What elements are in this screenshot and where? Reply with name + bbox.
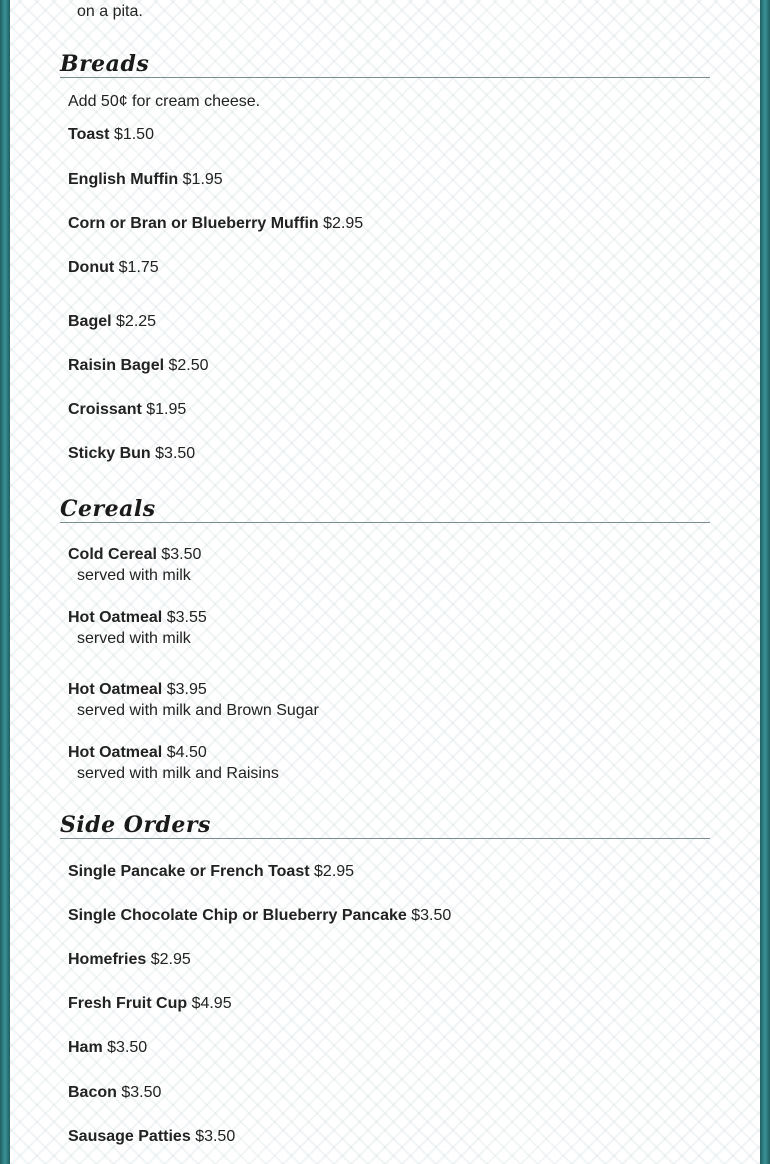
menu-item — [68, 170, 223, 189]
item-name: Sticky Bun — [68, 445, 151, 462]
item-name: Sausage Patties — [68, 1128, 191, 1145]
item-price: $3.50 — [107, 1039, 148, 1056]
menu-item — [68, 608, 207, 627]
item-price: $4.95 — [191, 995, 232, 1012]
item-price: $2.95 — [323, 215, 364, 232]
item-price: $2.25 — [116, 313, 157, 330]
item-price: $3.50 — [121, 1084, 162, 1101]
item-price: $2.95 — [314, 863, 355, 880]
menu-item — [68, 258, 159, 277]
item-description: served with milk — [77, 630, 191, 647]
item-price: $2.95 — [150, 951, 191, 968]
item-price: $1.95 — [182, 171, 223, 188]
carryover-description: on a pita. — [77, 3, 143, 20]
item-price: $3.50 — [161, 546, 202, 563]
menu-item — [68, 906, 451, 925]
page-frame-left — [0, 0, 10, 1164]
item-name: Croissant — [68, 401, 142, 418]
item-description: served with milk — [77, 567, 191, 584]
item-name: Bagel — [68, 313, 112, 330]
menu-item — [68, 125, 154, 144]
item-name: Hot Oatmeal — [68, 609, 163, 626]
item-price: $3.55 — [166, 609, 207, 626]
menu-item — [68, 214, 363, 233]
item-name: Fresh Fruit Cup — [68, 995, 188, 1012]
item-name: Toast — [68, 126, 110, 143]
menu-item — [68, 862, 354, 881]
item-price: $2.50 — [168, 357, 209, 374]
item-name: Donut — [68, 259, 115, 276]
item-price: $3.95 — [166, 681, 207, 698]
item-price: $1.95 — [146, 401, 187, 418]
menu-item — [68, 312, 156, 331]
item-price: $1.75 — [118, 259, 159, 276]
menu-panel — [10, 0, 760, 1164]
item-price: $4.50 — [166, 744, 207, 761]
menu-item — [68, 1038, 147, 1057]
item-name: English Muffin — [68, 171, 179, 188]
section-title-breads: Breads — [60, 51, 150, 77]
item-name: Single Chocolate Chip or Blueberry Pancake — [68, 907, 407, 924]
menu-item — [68, 1127, 235, 1146]
item-price: $3.50 — [155, 445, 196, 462]
item-name: Ham — [68, 1039, 103, 1056]
page-frame-right — [760, 0, 770, 1164]
item-name: Hot Oatmeal — [68, 681, 163, 698]
menu-item — [68, 1083, 161, 1102]
item-description: served with milk and Raisins — [77, 765, 279, 782]
section-title-cereals: Cereals — [60, 496, 156, 522]
item-description: served with milk and Brown Sugar — [77, 702, 319, 719]
item-name: Raisin Bagel — [68, 357, 165, 374]
section-title-side-orders: Side Orders — [60, 812, 211, 838]
item-name: Homefries — [68, 951, 147, 968]
item-name: Bacon — [68, 1084, 117, 1101]
item-price: $1.50 — [113, 126, 154, 143]
menu-item — [68, 444, 195, 463]
item-name: Hot Oatmeal — [68, 744, 163, 761]
item-name: Single Pancake or French Toast — [68, 863, 310, 880]
menu-item — [68, 743, 207, 762]
item-price: $3.50 — [411, 907, 452, 924]
menu-item — [68, 545, 201, 564]
menu-item — [68, 680, 207, 699]
section-rule-breads — [60, 77, 710, 78]
menu-item — [68, 356, 209, 375]
breads-note: Add 50¢ for cream cheese. — [68, 93, 261, 110]
item-price: $3.50 — [195, 1128, 236, 1145]
item-name: Corn or Bran or Blueberry Muffin — [68, 215, 319, 232]
section-rule-cereals — [60, 522, 710, 523]
menu-item — [68, 994, 232, 1013]
menu-item — [68, 400, 186, 419]
menu-item — [68, 950, 191, 969]
section-rule-side-orders — [60, 838, 710, 839]
item-name: Cold Cereal — [68, 546, 157, 563]
